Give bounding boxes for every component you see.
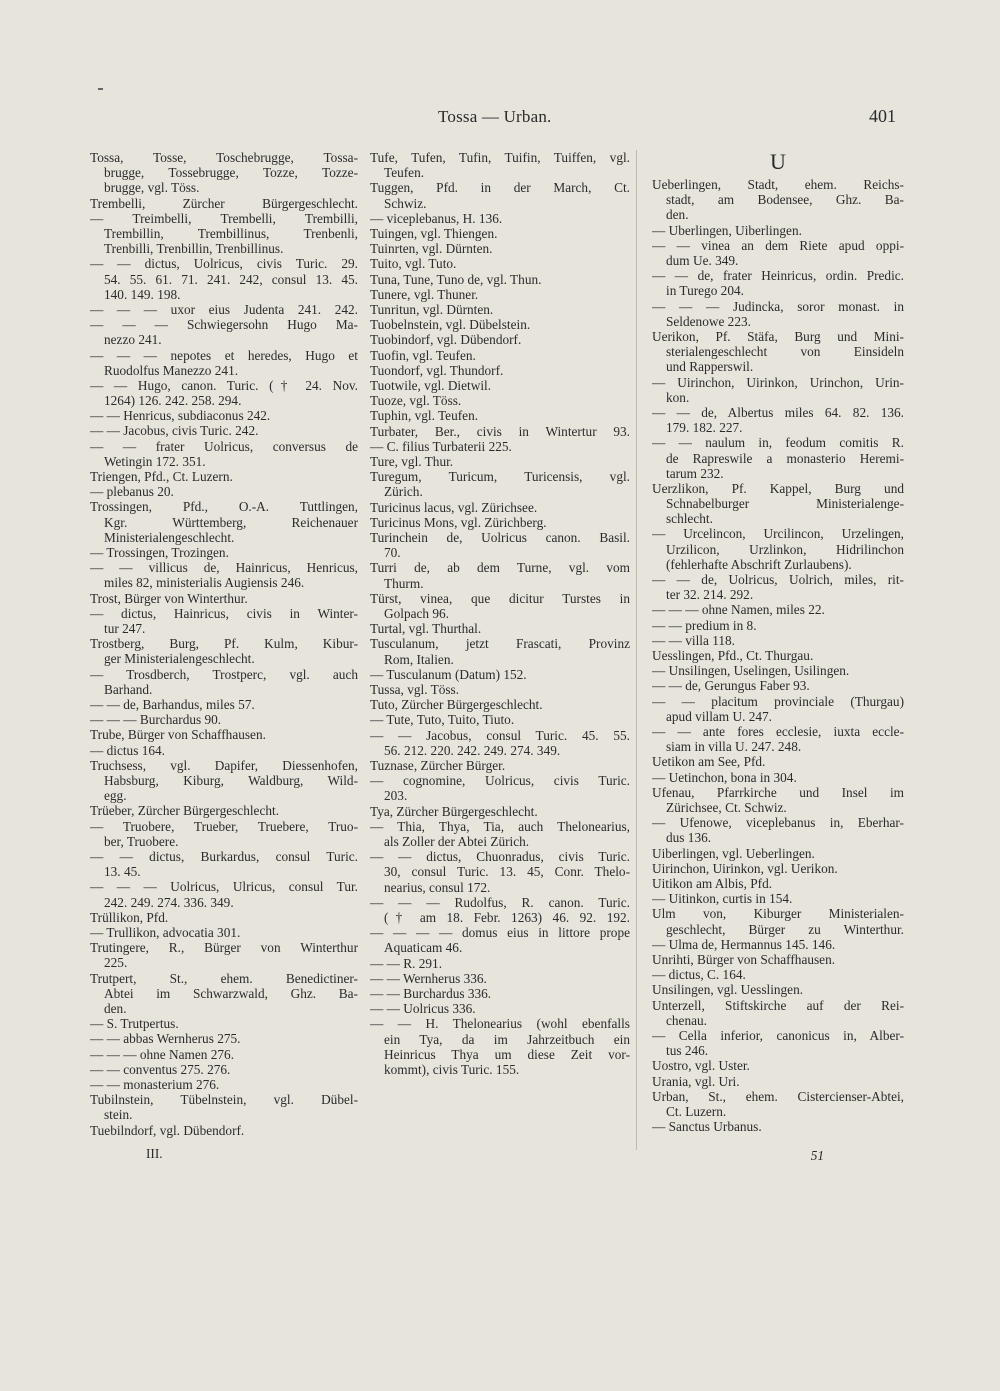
index-entry-line: — Ulma de, Hermannus 145. 146. [652,936,836,952]
index-entry-line: Tussa, vgl. Töss. [370,681,460,697]
running-head: Tossa — Urban. [438,107,552,126]
index-entry-line: Tuznase, Zürcher Bürger. [370,757,506,773]
index-entry-line: 242. 249. 274. 336. 349. [104,894,234,910]
index-entry-line: brugge, vgl. Töss. [104,180,200,196]
index-entry-line: — plebanus 20. [90,484,174,500]
index-entry-line: — — villa 118. [652,632,735,648]
index-entry-line: Turinchein de, Uolricus canon. Basil. [370,530,630,546]
index-entry-line: — — — Schwiegersohn Hugo Ma- [90,317,358,333]
index-entry-line: Trembillin, Trembillinus, Trenbenli, [104,225,358,241]
index-entry-line: ein Tya, da im Jahrzeitbuch ein [384,1031,630,1047]
index-entry-line: Uitikon am Albis, Pfd. [652,876,773,892]
index-entry-line: Uerikon, Pf. Stäfa, Burg und Mini- [652,328,904,344]
index-entry-line: — — frater Uolricus, conversus de [90,438,358,454]
index-entry-line: stadt, am Bodensee, Ghz. Ba- [666,192,904,208]
index-entry-line: — viceplebanus, H. 136. [370,210,503,226]
index-entry-line: Ruodolfus Manezzo 241. [104,362,239,378]
index-entry-line: Tuphin, vgl. Teufen. [370,408,479,424]
index-entry-line: — — R. 291. [370,955,443,971]
index-entry-line: Golpach 96. [384,605,449,621]
index-entry-line: Habsburg, Kiburg, Waldburg, Wild- [104,773,358,789]
index-entry-line: Tuofin, vgl. Teufen. [370,347,476,363]
index-entry-line: — Tusculanum (Datum) 152. [370,666,527,682]
index-entry-line: Tossa, Tosse, Toschebrugge, Tossa- [90,150,358,165]
index-entry-line: egg. [104,788,127,804]
index-entry-line: — — — ohne Namen, miles 22. [652,602,825,618]
index-entry-line: den. [104,1000,127,1016]
index-entry-line: Heinricus Thya um diese Zeit vor- [384,1046,630,1062]
index-entry-line: und Rapperswil. [666,359,754,375]
index-entry-line: 203. [384,788,408,804]
index-entry-line: Ture, vgl. Thur. [370,454,454,470]
index-entry-line: Tuingen, vgl. Thiengen. [370,225,498,241]
index-entry-line: 70. [384,545,401,561]
index-entry-line: Tuondorf, vgl. Thundorf. [370,362,504,378]
index-entry-line: Tuobelnstein, vgl. Dübelstein. [370,317,531,333]
index-entry-line: — — Jacobus, civis Turic. 242. [90,423,259,439]
index-entry-line: Unterzell, Stiftskirche auf der Rei- [652,997,904,1013]
index-entry-line: nezzo 241. [104,332,162,348]
index-entry-line: Ct. Luzern. [666,1104,727,1119]
index-entry-line: — — Burchardus 336. [370,985,492,1001]
index-entry-line: Ministerialengeschlecht. [104,529,235,545]
index-entry-line: — — dictus, Burkardus, consul Turic. [90,849,358,865]
index-entry-line: — Truobere, Trueber, Truebere, Truo- [90,818,358,834]
index-entry-line: Trost, Bürger von Winterthur. [90,590,248,606]
index-entry-line: nearius, consul 172. [384,879,491,895]
index-entry-line: — — monasterium 276. [90,1076,220,1092]
index-entry-line: Turegum, Turicum, Turicensis, vgl. [370,469,630,485]
index-entry-line: Tuoze, vgl. Töss. [370,393,462,409]
index-entry-line: — Cella inferior, canonicus in, Alber- [652,1028,904,1044]
index-entry-line: 140. 149. 198. [104,286,181,302]
index-entry-line: — — dictus, Uolricus, civis Turic. 29. [90,256,358,272]
index-entry-line: als Zoller der Abtei Zürich. [384,833,530,849]
index-entry-line: — Uetinchon, bona in 304. [652,769,797,785]
index-entry-line: — — — uxor eius Judenta 241. 242. [90,301,358,317]
index-entry-line: — — de, Uolricus, Uolrich, miles, rit- [652,572,904,588]
ink-speck [98,88,103,90]
index-entry-line: — Sanctus Urbanus. [652,1119,762,1135]
index-entry-line: tus 246. [666,1043,709,1059]
index-entry-line: 1264) 126. 242. 258. 294. [104,393,242,409]
index-entry-line: — Unsilingen, Uselingen, Usilingen. [652,663,850,679]
index-entry-line: — Trosdberch, Trostperc, vgl. auch [90,666,358,682]
index-column-2 [370,150,630,1077]
index-entry-line: Trostberg, Burg, Pf. Kulm, Kibur- [90,636,358,652]
index-entry-line: Kgr. Württemberg, Reichenauer [104,514,358,530]
index-entry-line: Tuotwile, vgl. Dietwil. [370,378,492,394]
signature-number: 51 [810,1148,824,1164]
index-entry-line: — — dictus, Chuonradus, civis Turic. [370,849,630,865]
index-entry-line: — Trullikon, advocatia 301. [90,925,241,940]
index-entry-line: — dictus 164. [90,742,165,758]
index-entry-line: — — de, Albertus miles 64. 82. 136. [652,404,904,420]
index-entry-line: — Ufenowe, viceplebanus in, Eberhar- [652,815,904,831]
section-letter: U [770,150,786,174]
index-entry-line: kon. [666,389,690,405]
index-entry-line: — Urcelincon, Urcilincon, Urzelingen, [652,526,904,542]
index-entry-line: — — de, Gerungus Faber 93. [652,678,810,694]
column-divider [636,150,637,1150]
index-entry-line: Trüeber, Zürcher Bürgergeschlecht. [90,803,280,819]
index-entry-line: Trutpert, St., ehem. Benedictiner- [90,970,358,986]
index-entry-line: Uetikon am See, Pfd. [652,754,766,770]
index-entry-line: geschlecht, Bürger zu Winterthur. [666,921,904,937]
index-entry-line: — — — Judincka, soror monast. in [652,298,904,314]
index-entry-line: Uiberlingen, vgl. Ueberlingen. [652,845,815,861]
index-entry-line: Tuobindorf, vgl. Dübendorf. [370,332,522,348]
index-entry-line: tur 247. [104,621,146,637]
index-entry-line: Trutingere, R., Bürger von Winterthur [90,940,358,956]
index-entry-line: Uostro, vgl. Uster. [652,1058,750,1074]
index-entry-line: Ulm von, Kiburger Ministerialen- [652,906,904,922]
index-entry-line: — — Wernherus 336. [370,970,487,986]
index-entry-line: de Rapreswile a monasterio Heremi- [666,450,904,466]
index-entry-line: — Thia, Thya, Tia, auch Thelonearius, [370,818,630,834]
index-entry-line: — Uirinchon, Uirinkon, Urinchon, Urin- [652,374,904,390]
index-entry-line: Schwiz. [384,195,427,211]
index-entry-line: brugge, Tossebrugge, Tozze, Tozze- [104,165,358,181]
index-entry-line: — — villicus de, Hainricus, Henricus, [90,560,358,576]
index-entry-line: Uerzlikon, Pf. Kappel, Burg und [652,480,904,496]
index-entry-line: — — — Rudolfus, R. canon. Turic. [370,894,630,910]
index-entry-line: Trembelli, Zürcher Bürgergeschlecht. [90,195,358,211]
index-entry-line: (fehlerhafte Abschrift Zurlaubens). [666,556,852,572]
index-column-3 [652,150,904,1164]
index-entry-line: Urania, vgl. Uri. [652,1073,740,1089]
index-entry-line: — — abbas Wernherus 275. [90,1031,241,1047]
index-entry-line: chenau. [666,1012,707,1028]
index-entry-line: 179. 182. 227. [666,420,743,436]
page-number: 401 [869,106,896,126]
index-entry-line: — cognomine, Uolricus, civis Turic. [370,773,630,789]
index-entry-line: 54. 55. 61. 71. 241. 242, consul 13. 45. [104,271,358,287]
index-entry-line: Thurm. [384,575,424,591]
index-entry-line: apud villam U. 247. [666,708,772,724]
index-entry-line: Turicinus lacus, vgl. Zürichsee. [370,499,538,515]
index-entry-line: — S. Trutpertus. [90,1016,179,1032]
index-entry-line: — — ante fores ecclesie, iuxta eccle- [652,724,904,740]
index-entry-line: Ufenau, Pfarrkirche und Insel im [652,784,904,800]
index-entry-line: — — — — domus eius in littore prope [370,925,630,941]
index-entry-line: Tunritun, vgl. Dürnten. [370,302,494,317]
index-entry-line: — — — nepotes et heredes, Hugo et [90,347,358,363]
index-entry-line: miles 82, ministerialis Augiensis 246. [104,575,305,591]
index-entry-line: — dictus, Hainricus, civis in Winter- [90,605,358,621]
index-entry-line: Abtei im Schwarzwald, Ghz. Ba- [104,985,358,1001]
index-entry-line: Trossingen, Pfd., O.-A. Tuttlingen, [90,499,358,515]
index-entry-line: — — — Uolricus, Ulricus, consul Tur. [90,879,358,895]
index-entry-line: Unsilingen, vgl. Uesslingen. [652,982,804,998]
index-entry-line: Unrihti, Bürger von Schaffhausen. [652,952,836,968]
index-entry-line: Urzilicon, Urzlinkon, Hidrilinchon [666,541,904,557]
index-entry-line: Tubilnstein, Tübelnstein, vgl. Dübel- [90,1092,358,1108]
index-entry-line: — C. filius Turbaterii 225. [370,438,512,454]
index-entry-line: Turri de, ab dem Turne, vgl. vom [370,560,630,576]
index-entry-line: — — — Burchardus 90. [90,712,222,728]
index-entry-line: — — Jacobus, consul Turic. 45. 55. [370,727,630,743]
index-entry-line: Türst, vinea, que dicitur Turstes in [370,590,630,606]
index-entry-line: Tuto, Zürcher Bürgergeschlecht. [370,697,543,713]
index-entry-line: — — Henricus, subdiaconus 242. [90,408,271,424]
index-entry-line: Tunere, vgl. Thuner. [370,286,479,302]
index-entry-line: dum Ue. 349. [666,252,739,268]
index-entry-line: — Treimbelli, Trembelli, Trembilli, [90,210,358,226]
index-entry-line: Tuebilndorf, vgl. Dübendorf. [90,1122,245,1138]
index-entry-line: ger Ministerialengeschlecht. [104,651,255,667]
index-entry-line: kommt), civis Turic. 155. [384,1061,520,1077]
index-entry-line: dus 136. [666,830,712,846]
index-entry-line: Tya, Zürcher Bürgergeschlecht. [370,803,538,819]
index-entry-line: — Uitinkon, curtis in 154. [652,891,793,907]
index-entry-line: — — de, frater Heinricus, ordin. Predic. [652,268,904,284]
index-entry-line: Trube, Bürger von Schaffhausen. [90,727,266,743]
index-entry-line: sterialengeschlecht von Einsideln [666,344,904,360]
index-entry-line: 225. [104,955,128,971]
index-entry-line: — — vinea an dem Riete apud oppi- [652,237,904,253]
index-entry-line: Trüllikon, Pfd. [90,909,169,925]
index-entry-line: Tuinrten, vgl. Dürnten. [370,241,493,257]
index-entry-line: 30, consul Turic. 13. 45, Conr. Thelo- [384,864,630,880]
index-entry-line: Turbater, Ber., civis in Wintertur 93. [370,423,630,439]
index-entry-line: ber, Truobere. [104,833,179,849]
index-entry-line: Urban, St., ehem. Cistercienser-Abtei, [652,1088,904,1104]
index-entry-line: Rom, Italien. [384,651,454,667]
index-entry-line: Barhand. [104,681,153,697]
index-entry-line: in Turego 204. [666,283,744,299]
index-entry-line: — — — ohne Namen 276. [90,1046,235,1062]
index-entry-line: — — predium in 8. [652,617,757,633]
index-entry-line: — — conventus 275. 276. [90,1061,231,1077]
index-entry-line: — — Hugo, canon. Turic. († 24. Nov. [90,377,358,393]
index-column-1 [90,150,358,1161]
index-entry-line: Triengen, Pfd., Ct. Luzern. [90,469,233,485]
index-entry-line: Aquaticam 46. [384,940,463,956]
index-entry-line: schlecht. [666,511,713,527]
index-entry-line: Wetingin 172. 351. [104,453,206,469]
index-entry-line: († am 18. Febr. 1263) 46. 92. 192. [384,909,630,925]
index-entry-line: — — H. Thelonearius (wohl ebenfalls [370,1016,630,1032]
index-entry-line: Tuggen, Pfd. in der March, Ct. [370,180,630,196]
index-entry-line: Zürichsee, Ct. Schwiz. [666,800,787,816]
index-entry-line: Uirinchon, Uirinkon, vgl. Uerikon. [652,860,838,876]
index-entry-line: — Tute, Tuto, Tuito, Tiuto. [370,712,515,728]
index-entry-line: stein. [104,1107,133,1123]
index-entry-line: Tuna, Tune, Tuno de, vgl. Thun. [370,271,542,287]
index-entry-line: Ueberlingen, Stadt, ehem. Reichs- [652,177,904,192]
index-entry-line: Trenbilli, Trenbillin, Trenbillinus. [104,241,284,257]
index-entry-line: den. [666,207,689,223]
index-entry-line: Truchsess, vgl. Dapifer, Diessenhofen, [90,757,358,773]
signature-mark: III. [146,1145,163,1161]
index-entry-line: Tufe, Tufen, Tufin, Tuifin, Tuiffen, vgl. [370,150,630,165]
index-entry-line: — — Uolricus 336. [370,1001,476,1017]
index-entry-line: Tusculanum, jetzt Frascati, Provinz [370,636,630,652]
index-entry-line: — Uberlingen, Uiberlingen. [652,222,802,238]
index-entry-line: tarum 232. [666,465,724,481]
index-entry-line: Teufen. [384,165,425,181]
index-entry-line: — Trossingen, Trozingen. [90,545,229,561]
index-entry-line: Turtal, vgl. Thurthal. [370,621,482,637]
index-entry-line: Schnabelburger Ministerialenge- [666,496,904,512]
index-entry-line: 56. 212. 220. 242. 249. 274. 349. [384,742,561,758]
index-entry-line: Tuito, vgl. Tuto. [370,256,457,272]
index-entry-line: — — de, Barhandus, miles 57. [90,697,255,713]
index-entry-line: siam in villa U. 247. 248. [666,739,802,755]
index-entry-line: Uesslingen, Pfd., Ct. Thurgau. [652,648,814,664]
index-entry-line: — — placitum provinciale (Thurgau) [652,693,904,709]
index-entry-line: Seldenowe 223. [666,313,751,329]
index-entry-line: Turicinus Mons, vgl. Zürichberg. [370,514,547,530]
index-entry-line: ter 32. 214. 292. [666,587,754,603]
index-entry-line: — dictus, C. 164. [652,967,746,983]
index-entry-line: Zürich. [384,484,423,500]
index-entry-line: — — naulum in, feodum comitis R. [652,435,904,451]
index-entry-line: 13. 45. [104,864,141,880]
